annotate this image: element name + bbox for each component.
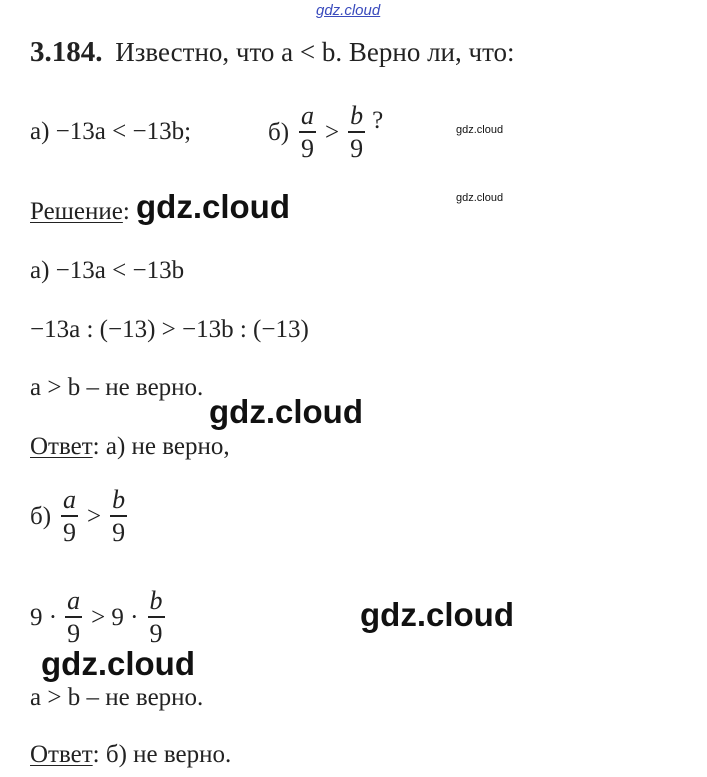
- fraction-denominator: 9: [301, 133, 315, 163]
- answer-a-text: : а) не верно,: [92, 433, 230, 460]
- problem-header: [30, 38, 515, 67]
- fraction-numerator: a: [63, 485, 77, 514]
- watermark-big-1: gdz.cloud: [136, 188, 290, 225]
- watermark-top: gdz.cloud: [316, 2, 381, 19]
- answer-b-text: : б) не верно.: [92, 741, 232, 768]
- problem-part-a: а) −13a < −13b;: [30, 118, 192, 145]
- fraction-numerator: b: [149, 586, 163, 615]
- solution-b-multiply: [30, 588, 168, 647]
- watermark-big-2: gdz.cloud: [209, 393, 363, 430]
- solution-b-mult-mid: > 9 ·: [91, 603, 139, 631]
- problem-statement: Известно, что a < b. Верно ли, что:: [115, 37, 515, 67]
- fraction-a-over-9: [61, 487, 78, 546]
- fraction-denominator: 9: [350, 133, 364, 163]
- fraction-denominator: 9: [63, 517, 77, 547]
- fraction-numerator: b: [112, 485, 126, 514]
- solution-heading-colon: :: [122, 198, 130, 225]
- answer-b-word: Ответ: [30, 741, 93, 768]
- solution-b-mult-left: 9 ·: [30, 603, 58, 631]
- fraction-denominator: 9: [67, 618, 81, 648]
- fraction-b-over-9: [348, 103, 365, 162]
- answer-b: [30, 742, 231, 767]
- solution-heading-text: Решение: [30, 198, 123, 225]
- solution-a-label: а) −13a < −13b: [30, 257, 185, 284]
- watermark-big-4: gdz.cloud: [41, 645, 195, 682]
- watermark-small-1: gdz.cloud: [456, 124, 504, 136]
- fraction-numerator: a: [301, 101, 315, 130]
- solution-a-result: a > b – не верно.: [30, 374, 204, 401]
- fraction-numerator: b: [350, 101, 364, 130]
- part-b-relation: >: [325, 118, 340, 146]
- fraction-denominator: 9: [112, 517, 126, 547]
- solution-b-result: a > b – не верно.: [30, 684, 204, 711]
- fraction-a-over-9: [65, 588, 82, 647]
- part-b-question: ?: [372, 106, 384, 134]
- fraction-b-over-9: [110, 487, 127, 546]
- solution-a-step: −13a : (−13) > −13b : (−13): [30, 316, 309, 343]
- solution-b-label: [30, 487, 130, 546]
- problem-number: 3.184.: [30, 36, 103, 68]
- fraction-denominator: 9: [149, 618, 163, 648]
- solution-heading: [30, 199, 130, 224]
- solution-b-label-text: б): [30, 502, 52, 530]
- watermark-big-3: gdz.cloud: [360, 596, 514, 633]
- part-b-label: б): [268, 118, 290, 146]
- answer-a: [30, 434, 230, 459]
- solution-b-relation: >: [87, 502, 102, 530]
- answer-a-word: Ответ: [30, 433, 93, 460]
- fraction-a-over-9: [299, 103, 316, 162]
- problem-part-b: [268, 103, 383, 162]
- fraction-b-over-9: [148, 588, 165, 647]
- fraction-numerator: a: [67, 586, 81, 615]
- watermark-small-2: gdz.cloud: [456, 192, 504, 204]
